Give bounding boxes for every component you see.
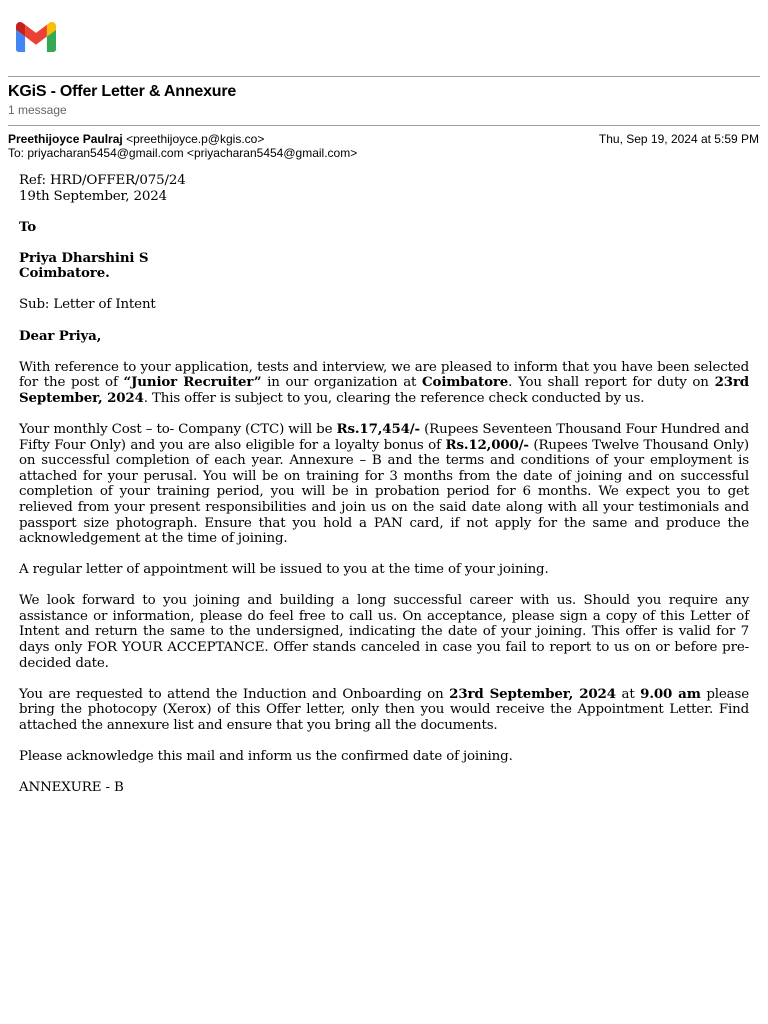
paragraph-appointment: A regular letter of appointment will be issued to you at the time of your joining. xyxy=(19,562,549,578)
salutation-block xyxy=(19,329,749,345)
email-date: Thu, Sep 19, 2024 at 5:59 PM xyxy=(598,132,759,146)
sender-email: <preethijoyce.p@kgis.co> xyxy=(126,132,265,146)
paragraph-selection: With reference to your application, tests and interview, we are pleased to inform that you have been selected for the post of “Junior Recruiter” in our organization at Coimbatore. You shall report for duty on 23rd September, 2024. This offer is subject to you, clearing the reference check conducted by us. xyxy=(19,359,750,406)
sender-name: Preethijoyce Paulraj xyxy=(8,132,123,146)
paragraph-ctc: Your monthly Cost – to- Company (CTC) will be Rs.17,454/- (Rupees Seventeen Thousand Four Hundred and Fifty Four Only) and you are also eligible for a loyalty bonus of Rs.12,000/- (Rupees Twelve Thousand Only) on successful completion of each year. Annexure – B and the terms and conditions of your employment is attached for your perusal. You will be on training for 3 months from the date of joining and on successful completion of your training period, you will be in probation period for 6 months. We expect you to get relieved from your present responsibilities and join us on the said date along with all your testimonials and passport size photograph. Ensure that you hold a PAN card, if not apply for the same and produce the acknowledgement at the time of joining. xyxy=(19,420,749,547)
letter-date: 19th September, 2024 xyxy=(19,188,167,204)
paragraph-induction: You are requested to attend the Induction and Onboarding on 23rd September, 2024 at 9.00 am please bring the photocopy (Xerox) of this Offer letter, only then you would receive the Appointment Letter. Find attached the annexure list and ensure that you bring all the documents. xyxy=(19,685,749,733)
header-divider xyxy=(8,76,760,77)
to-label-block xyxy=(19,220,749,236)
paragraph-acknowledge: Please acknowledge this mail and inform us the confirmed date of joining. xyxy=(19,749,513,765)
gmail-logo-icon xyxy=(16,22,56,52)
paragraph-acceptance: We look forward to you joining and building a long successful career with us. Should you require any assistance or information, please do feel free to call us. On acceptance, please sign a copy of this Letter of Intent and return the same to the undersigned, indicating the date of your joining. This offer is valid for 7 days only FOR YOUR ACCEPTANCE. Offer stands canceled in case you fail to report to us on or before pre-decided date. xyxy=(19,593,749,671)
sender-line xyxy=(8,132,264,146)
recipient-name: Priya Dharshini S xyxy=(19,249,149,266)
email-body xyxy=(19,173,749,811)
recipient-line: To: priyacharan5454@gmail.com <priyacharan5454@gmail.com> xyxy=(8,146,358,160)
salutation: Dear Priya, xyxy=(19,327,102,344)
to-label: To xyxy=(19,218,37,235)
email-subject: KGiS - Offer Letter & Annexure xyxy=(8,83,237,100)
message-count: 1 message xyxy=(8,103,67,117)
ref-number: Ref: HRD/OFFER/075/24 xyxy=(19,173,186,188)
annexure-label: ANNEXURE - B xyxy=(19,780,124,796)
recipient-city: Coimbatore. xyxy=(19,265,110,282)
ref-block xyxy=(19,173,749,204)
subject-line: Sub: Letter of Intent xyxy=(19,297,156,313)
recipient-block xyxy=(19,251,749,282)
subject-divider xyxy=(8,125,760,126)
